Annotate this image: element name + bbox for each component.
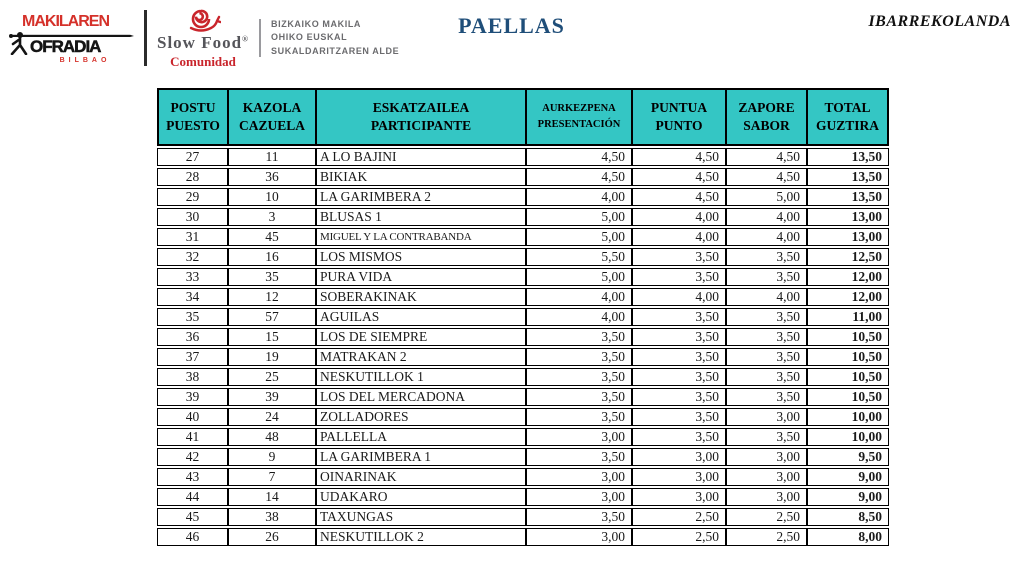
- table-row: [157, 208, 889, 226]
- cell-zapore: 4,50: [726, 148, 807, 166]
- cell-kazola: 45: [228, 228, 316, 246]
- table-row: [157, 368, 889, 386]
- cell-aurkezpena: 3,00: [526, 468, 632, 486]
- table-row: [157, 168, 889, 186]
- cell-kazola: 48: [228, 428, 316, 446]
- cell-total: 10,50: [807, 348, 889, 366]
- cell-aurkezpena: 3,00: [526, 488, 632, 506]
- cell-eskatzailea: PALLELLA: [316, 428, 526, 446]
- tagline-line-3: SUKALDARITZAREN ALDE: [271, 45, 400, 56]
- cell-puntua: 3,50: [632, 368, 726, 386]
- cell-aurkezpena: 3,50: [526, 408, 632, 426]
- cell-puntua: 4,00: [632, 228, 726, 246]
- cell-kazola: 3: [228, 208, 316, 226]
- cell-eskatzailea: BIKIAK: [316, 168, 526, 186]
- table-row: [157, 488, 889, 506]
- cell-kazola: 14: [228, 488, 316, 506]
- cell-eskatzailea: SOBERAKINAK: [316, 288, 526, 306]
- cell-aurkezpena: 4,50: [526, 148, 632, 166]
- cell-aurkezpena: 5,50: [526, 248, 632, 266]
- cell-aurkezpena: 4,00: [526, 308, 632, 326]
- cell-kazola: 24: [228, 408, 316, 426]
- cell-eskatzailea: UDAKARO: [316, 488, 526, 506]
- cell-postu: 45: [157, 508, 228, 526]
- tagline-line-1: BIZKAIKO MAKILA: [271, 19, 362, 30]
- table-row: [157, 528, 889, 546]
- cell-postu: 27: [157, 148, 228, 166]
- cell-zapore: 3,00: [726, 448, 807, 466]
- cell-puntua: 2,50: [632, 528, 726, 546]
- page-title: PAELLAS: [458, 13, 565, 38]
- cell-aurkezpena: 3,50: [526, 328, 632, 346]
- cell-aurkezpena: 3,50: [526, 368, 632, 386]
- cell-postu: 38: [157, 368, 228, 386]
- cell-total: 8,50: [807, 508, 889, 526]
- cell-postu: 42: [157, 448, 228, 466]
- cell-kazola: 15: [228, 328, 316, 346]
- cell-aurkezpena: 4,50: [526, 168, 632, 186]
- cell-kazola: 38: [228, 508, 316, 526]
- cell-total: 10,50: [807, 388, 889, 406]
- cell-total: 13,50: [807, 188, 889, 206]
- cell-postu: 35: [157, 308, 228, 326]
- cell-aurkezpena: 3,50: [526, 388, 632, 406]
- cell-zapore: 2,50: [726, 528, 807, 546]
- column-header-kazola: KAZOLA CAZUELA: [228, 88, 316, 146]
- location-label: IBARREKOLANDA: [868, 13, 1011, 30]
- cell-total: 12,00: [807, 268, 889, 286]
- cell-aurkezpena: 5,00: [526, 208, 632, 226]
- cell-zapore: 3,50: [726, 388, 807, 406]
- cell-aurkezpena: 4,00: [526, 288, 632, 306]
- cell-aurkezpena: 5,00: [526, 268, 632, 286]
- cell-puntua: 3,00: [632, 468, 726, 486]
- cell-puntua: 3,00: [632, 488, 726, 506]
- cell-puntua: 4,00: [632, 208, 726, 226]
- column-header-aurkezpena: AURKEZPENA PRESENTACIÓN: [526, 88, 632, 146]
- cell-postu: 37: [157, 348, 228, 366]
- cell-eskatzailea: AGUILAS: [316, 308, 526, 326]
- cell-eskatzailea: LOS MISMOS: [316, 248, 526, 266]
- table-row: [157, 388, 889, 406]
- column-header-eskatzailea: ESKATZAILEA PARTICIPANTE: [316, 88, 526, 146]
- slow-food-wordmark: Slow Food®: [157, 33, 250, 52]
- cell-eskatzailea: OINARINAK: [316, 468, 526, 486]
- cell-postu: 34: [157, 288, 228, 306]
- table-row: [157, 188, 889, 206]
- cell-postu: 39: [157, 388, 228, 406]
- cell-postu: 30: [157, 208, 228, 226]
- cell-aurkezpena: 3,00: [526, 428, 632, 446]
- cell-puntua: 3,50: [632, 308, 726, 326]
- column-header-postu: POSTU PUESTO: [157, 88, 228, 146]
- cell-zapore: 3,50: [726, 368, 807, 386]
- cell-zapore: 3,50: [726, 308, 807, 326]
- results-table: [157, 86, 889, 548]
- cell-total: 10,00: [807, 428, 889, 446]
- cell-puntua: 3,50: [632, 268, 726, 286]
- cell-zapore: 4,00: [726, 288, 807, 306]
- cell-puntua: 3,50: [632, 428, 726, 446]
- cell-zapore: 3,50: [726, 268, 807, 286]
- cell-aurkezpena: 3,00: [526, 528, 632, 546]
- cell-postu: 43: [157, 468, 228, 486]
- cell-zapore: 3,00: [726, 488, 807, 506]
- cell-kazola: 36: [228, 168, 316, 186]
- table-row: [157, 428, 889, 446]
- cell-kazola: 12: [228, 288, 316, 306]
- cell-total: 10,00: [807, 408, 889, 426]
- table-row: [157, 348, 889, 366]
- cell-postu: 36: [157, 328, 228, 346]
- makilaren-logo-text: MAKILAREN: [22, 13, 109, 30]
- cell-puntua: 4,50: [632, 168, 726, 186]
- table-row: [157, 148, 889, 166]
- table-row: [157, 248, 889, 266]
- cell-puntua: 4,50: [632, 148, 726, 166]
- cell-aurkezpena: 5,00: [526, 228, 632, 246]
- cell-kazola: 19: [228, 348, 316, 366]
- table-row: [157, 328, 889, 346]
- cell-kazola: 10: [228, 188, 316, 206]
- cell-kazola: 35: [228, 268, 316, 286]
- table-row: [157, 448, 889, 466]
- cell-eskatzailea: NESKUTILLOK 2: [316, 528, 526, 546]
- cell-postu: 33: [157, 268, 228, 286]
- cell-kazola: 25: [228, 368, 316, 386]
- table-row: [157, 268, 889, 286]
- column-header-total: TOTAL GUZTIRA: [807, 88, 889, 146]
- cell-eskatzailea: ZOLLADORES: [316, 408, 526, 426]
- results-table-header: [157, 88, 889, 146]
- cell-postu: 46: [157, 528, 228, 546]
- cell-total: 10,50: [807, 328, 889, 346]
- cell-zapore: 2,50: [726, 508, 807, 526]
- cell-postu: 29: [157, 188, 228, 206]
- cell-total: 13,50: [807, 148, 889, 166]
- table-row: [157, 508, 889, 526]
- cell-postu: 40: [157, 408, 228, 426]
- cell-eskatzailea: LA GARIMBERA 2: [316, 188, 526, 206]
- table-row: [157, 308, 889, 326]
- cell-total: 12,00: [807, 288, 889, 306]
- cell-puntua: 3,50: [632, 408, 726, 426]
- cell-kazola: 57: [228, 308, 316, 326]
- cell-postu: 41: [157, 428, 228, 446]
- tagline-line-2: OHIKO EUSKAL: [271, 32, 348, 43]
- cell-eskatzailea: MATRAKAN 2: [316, 348, 526, 366]
- cell-eskatzailea: LOS DEL MERCADONA: [316, 388, 526, 406]
- cell-eskatzailea: A LO BAJINI: [316, 148, 526, 166]
- cell-kazola: 26: [228, 528, 316, 546]
- cell-total: 12,50: [807, 248, 889, 266]
- cell-aurkezpena: 3,50: [526, 508, 632, 526]
- cell-eskatzailea: TAXUNGAS: [316, 508, 526, 526]
- cell-eskatzailea: MIGUEL Y LA CONTRABANDA: [316, 228, 526, 246]
- cell-zapore: 3,00: [726, 468, 807, 486]
- cell-zapore: 3,50: [726, 428, 807, 446]
- cell-total: 8,00: [807, 528, 889, 546]
- table-row: [157, 468, 889, 486]
- table-row: [157, 288, 889, 306]
- cell-zapore: 3,50: [726, 348, 807, 366]
- cell-eskatzailea: NESKUTILLOK 1: [316, 368, 526, 386]
- cell-puntua: 3,50: [632, 248, 726, 266]
- cell-zapore: 4,00: [726, 208, 807, 226]
- cell-total: 13,00: [807, 228, 889, 246]
- cell-puntua: 3,50: [632, 328, 726, 346]
- cell-zapore: 3,00: [726, 408, 807, 426]
- cell-postu: 32: [157, 248, 228, 266]
- cell-eskatzailea: LA GARIMBERA 1: [316, 448, 526, 466]
- cell-total: 9,00: [807, 468, 889, 486]
- table-row: [157, 408, 889, 426]
- cell-total: 13,50: [807, 168, 889, 186]
- bilbao-logo-text: BILBAO: [59, 57, 111, 64]
- column-header-puntua: PUNTUA PUNTO: [632, 88, 726, 146]
- cell-zapore: 4,50: [726, 168, 807, 186]
- cell-puntua: 3,50: [632, 348, 726, 366]
- cell-aurkezpena: 3,50: [526, 448, 632, 466]
- cell-total: 11,00: [807, 308, 889, 326]
- cell-kazola: 39: [228, 388, 316, 406]
- cell-puntua: 4,00: [632, 288, 726, 306]
- cell-zapore: 4,00: [726, 228, 807, 246]
- cell-eskatzailea: LOS DE SIEMPRE: [316, 328, 526, 346]
- cell-zapore: 3,50: [726, 328, 807, 346]
- cell-postu: 44: [157, 488, 228, 506]
- cell-eskatzailea: PURA VIDA: [316, 268, 526, 286]
- cell-puntua: 3,00: [632, 448, 726, 466]
- cell-puntua: 2,50: [632, 508, 726, 526]
- cell-total: 9,50: [807, 448, 889, 466]
- cell-zapore: 5,00: [726, 188, 807, 206]
- cell-kazola: 16: [228, 248, 316, 266]
- cell-zapore: 3,50: [726, 248, 807, 266]
- registered-mark: ®: [242, 34, 250, 44]
- cell-puntua: 4,50: [632, 188, 726, 206]
- cell-kazola: 7: [228, 468, 316, 486]
- cell-kazola: 9: [228, 448, 316, 466]
- results-table-body: [157, 148, 889, 546]
- cell-eskatzailea: BLUSAS 1: [316, 208, 526, 226]
- cell-puntua: 3,50: [632, 388, 726, 406]
- column-header-zapore: ZAPORE SABOR: [726, 88, 807, 146]
- cell-postu: 31: [157, 228, 228, 246]
- header-row: [157, 88, 889, 146]
- cell-total: 13,00: [807, 208, 889, 226]
- cell-kazola: 11: [228, 148, 316, 166]
- cell-postu: 28: [157, 168, 228, 186]
- table-row: [157, 228, 889, 246]
- cell-total: 10,50: [807, 368, 889, 386]
- cell-total: 9,00: [807, 488, 889, 506]
- comunidad-label: Comunidad: [170, 54, 236, 69]
- cell-aurkezpena: 3,50: [526, 348, 632, 366]
- cell-aurkezpena: 4,00: [526, 188, 632, 206]
- kofradia-logo-text: OFRADIA: [30, 37, 101, 56]
